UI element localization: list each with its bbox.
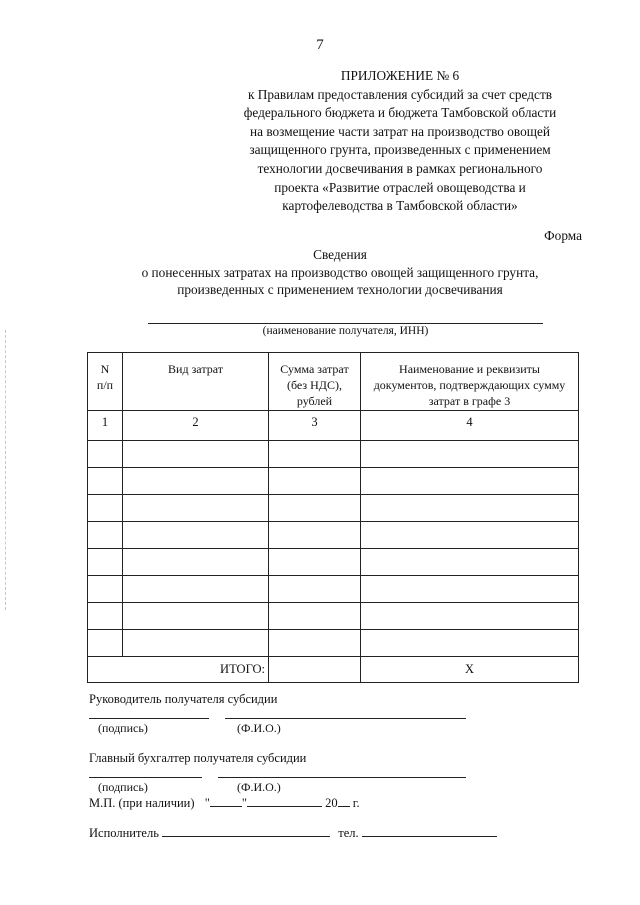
accountant-name-caption: (Ф.И.О.)	[237, 780, 281, 794]
cell-documents[interactable]	[361, 495, 579, 522]
accountant-name-line[interactable]	[218, 777, 466, 778]
column-number: 3	[269, 411, 361, 441]
column-number: 2	[123, 411, 269, 441]
table-row	[88, 630, 579, 657]
cell-cost-type[interactable]	[123, 468, 269, 495]
head-name-caption: (Ф.И.О.)	[237, 721, 281, 735]
executor-label: Исполнитель	[89, 826, 159, 840]
header-number: N п/п	[88, 353, 123, 411]
cell-amount[interactable]	[269, 522, 361, 549]
appendix-line: проекта «Развитие отраслей овощеводства и	[274, 179, 526, 195]
cell-cost-type[interactable]	[123, 441, 269, 468]
total-label: ИТОГО:	[88, 657, 269, 683]
appendix-line: на возмещение части затрат на производство овощей	[250, 123, 550, 139]
form-label: Форма	[544, 228, 582, 243]
appendix-line: защищенного грунта, произведенных с применением	[249, 142, 551, 158]
costs-table	[87, 352, 579, 683]
cell-cost-type[interactable]	[123, 495, 269, 522]
date-quote-open: "	[204, 796, 210, 810]
cell-cost-type[interactable]	[123, 549, 269, 576]
cell-amount[interactable]	[269, 630, 361, 657]
cell-number[interactable]	[88, 441, 123, 468]
table-row	[88, 522, 579, 549]
accountant-signature-line[interactable]	[89, 777, 202, 778]
document-heading	[0, 246, 640, 299]
total-amount-cell[interactable]	[269, 657, 361, 683]
executor-name-field[interactable]	[162, 835, 330, 837]
table-row	[88, 468, 579, 495]
cell-documents[interactable]	[361, 603, 579, 630]
accountant-sign-caption: (подпись)	[98, 780, 148, 794]
year-suffix: г.	[352, 796, 360, 810]
table-row	[88, 441, 579, 468]
head-label: Руководитель получателя субсидии	[89, 692, 278, 706]
total-row	[88, 657, 579, 683]
cell-number[interactable]	[88, 495, 123, 522]
cell-cost-type[interactable]	[123, 522, 269, 549]
executor-row	[89, 826, 497, 841]
date-quote-close: "	[241, 796, 248, 810]
cell-number[interactable]	[88, 630, 123, 657]
cell-amount[interactable]	[269, 603, 361, 630]
header-cost-amount: Сумма затрат (без НДС), рублей	[269, 353, 361, 411]
heading-line: о понесенных затратах на производство овощей защищенного грунта,	[141, 264, 539, 280]
cell-number[interactable]	[88, 576, 123, 603]
cell-amount[interactable]	[269, 549, 361, 576]
cell-amount[interactable]	[269, 576, 361, 603]
column-number: 1	[88, 411, 123, 441]
cell-amount[interactable]	[269, 495, 361, 522]
column-number: 4	[361, 411, 579, 441]
date-year-field[interactable]	[338, 805, 350, 807]
cell-number[interactable]	[88, 522, 123, 549]
heading-line: произведенных с применением технологии досвечивания	[177, 282, 503, 297]
cell-documents[interactable]	[361, 441, 579, 468]
table-row	[88, 603, 579, 630]
margin-scan-marks	[5, 330, 7, 610]
table-header-row	[88, 353, 579, 411]
table-row	[88, 549, 579, 576]
cell-documents[interactable]	[361, 630, 579, 657]
column-number-row	[88, 411, 579, 441]
year-prefix: 20	[325, 796, 338, 810]
table-row	[88, 576, 579, 603]
cell-cost-type[interactable]	[123, 630, 269, 657]
appendix-line: картофелеводства в Тамбовской области»	[282, 198, 518, 214]
phone-label: тел.	[338, 826, 359, 840]
date-day-field[interactable]	[210, 805, 242, 807]
cell-documents[interactable]	[361, 522, 579, 549]
stamp-label: М.П. (при наличии)	[89, 796, 195, 810]
appendix-line: федерального бюджета и бюджета Тамбовской области	[243, 105, 557, 121]
head-sign-caption: (подпись)	[98, 721, 148, 735]
cell-amount[interactable]	[269, 468, 361, 495]
heading-title: Сведения	[313, 247, 367, 262]
cell-documents[interactable]	[361, 468, 579, 495]
phone-field[interactable]	[362, 835, 497, 837]
appendix-block	[200, 67, 600, 216]
cell-number[interactable]	[88, 468, 123, 495]
stamp-date-row	[89, 796, 360, 811]
header-cost-type: Вид затрат	[123, 353, 269, 411]
appendix-line: к Правилам предоставления субсидий за счет средств	[247, 86, 553, 102]
page-number: 7	[316, 37, 324, 53]
header-documents: Наименование и реквизиты документов, подтверждающих сумму затрат в графе 3	[361, 353, 579, 411]
total-x-mark: X	[361, 657, 579, 683]
table-row	[88, 495, 579, 522]
cell-documents[interactable]	[361, 576, 579, 603]
cell-documents[interactable]	[361, 549, 579, 576]
cell-number[interactable]	[88, 549, 123, 576]
cell-amount[interactable]	[269, 441, 361, 468]
cell-cost-type[interactable]	[123, 603, 269, 630]
accountant-label: Главный бухгалтер получателя субсидии	[89, 751, 307, 765]
recipient-caption: (наименование получателя, ИНН)	[262, 325, 429, 337]
cell-number[interactable]	[88, 603, 123, 630]
appendix-title: ПРИЛОЖЕНИЕ № 6	[340, 68, 460, 83]
recipient-name-field[interactable]	[148, 323, 543, 324]
head-name-line[interactable]	[225, 718, 466, 719]
appendix-line: технологии досвечивания в рамках регионального	[257, 160, 543, 176]
date-month-field[interactable]	[247, 805, 322, 807]
head-signature-line[interactable]	[89, 718, 209, 719]
cell-cost-type[interactable]	[123, 576, 269, 603]
